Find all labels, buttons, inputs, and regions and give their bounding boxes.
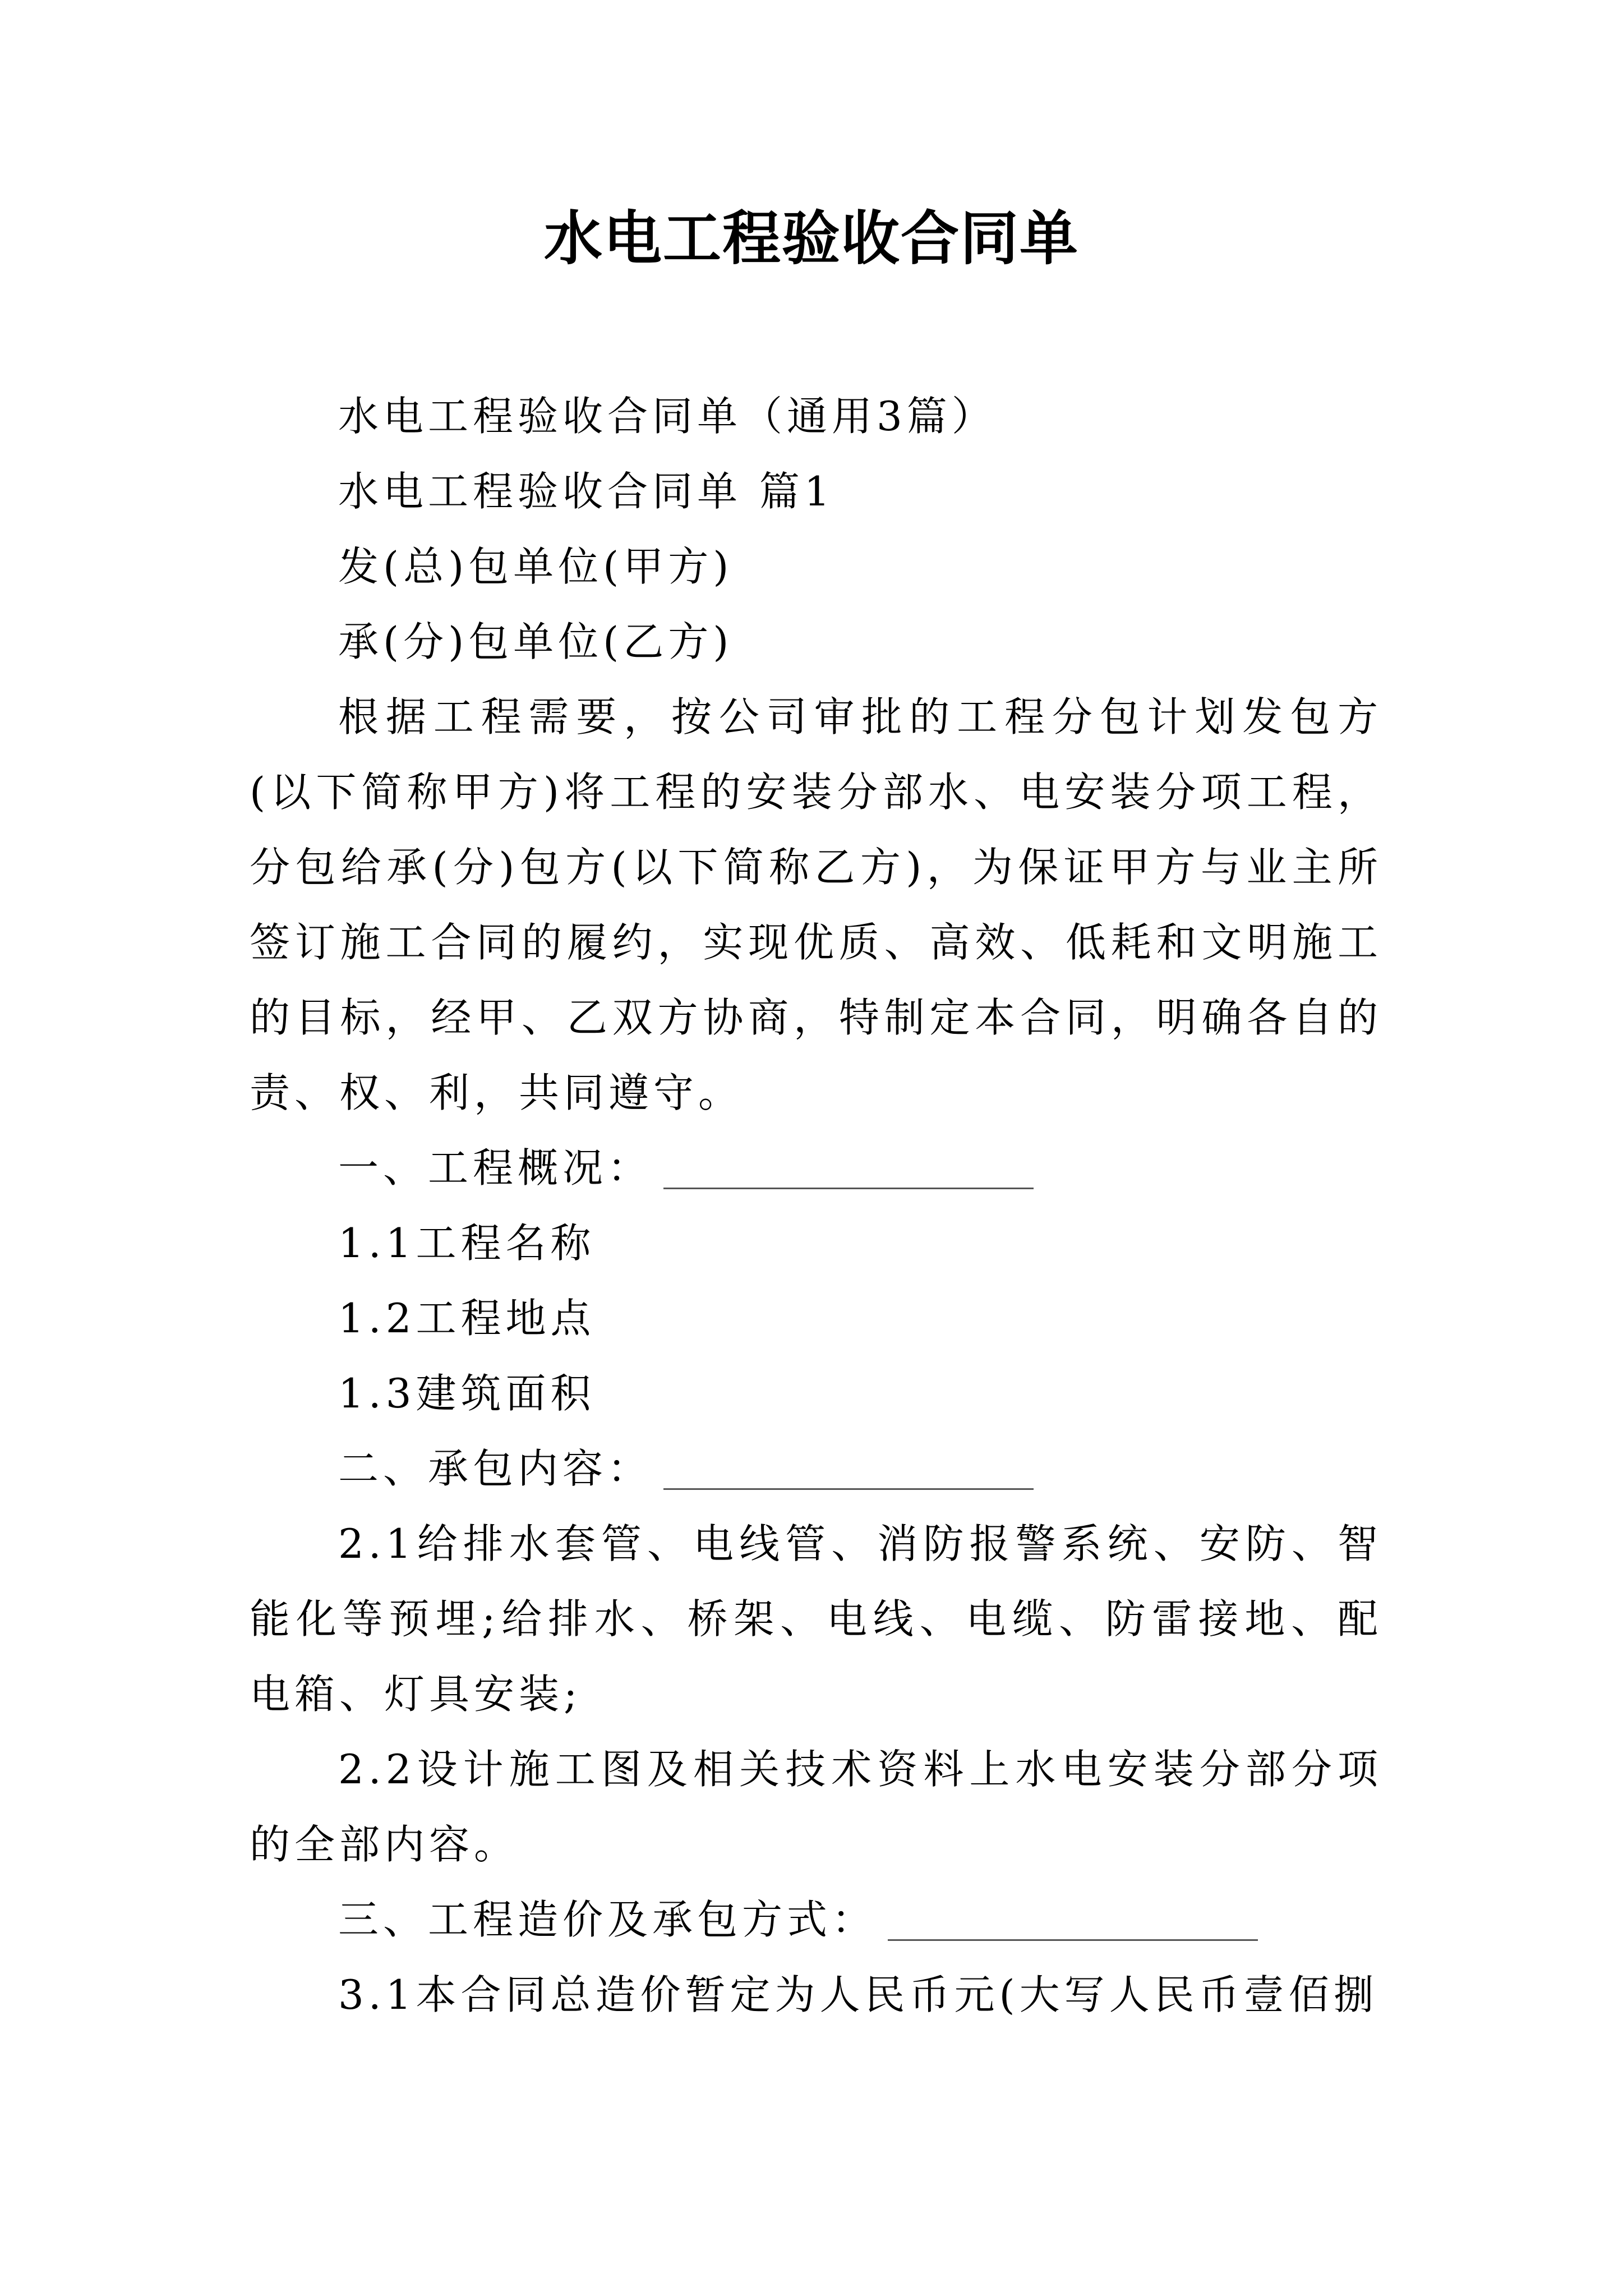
- clause-item: 2.1给排水套管、电线管、消防报警系统、安防、智能化等预埋;给排水、桥架、电线、电缆、防雷接地、配电箱、灯具安装;: [250, 1520, 1382, 1718]
- blank-fill-line: [888, 1937, 1258, 1941]
- clause-heading-price: [250, 1882, 1382, 1957]
- subtitle-paragraph: 水电工程验收合同单（通用3篇）: [338, 393, 997, 440]
- blank-fill-line: [663, 1185, 1034, 1189]
- clause-item: 2.2设计施工图及相关技术资料上水电安装分部分项的全部内容。: [250, 1746, 1382, 1868]
- clause-heading-text: 三、工程造价及承包方式：: [338, 1896, 877, 1943]
- blank-fill-line: [663, 1486, 1034, 1490]
- party-a-line: 发(总)包单位(甲方): [338, 543, 734, 590]
- document-body: [250, 379, 1382, 2032]
- clause-item: 3.1本合同总造价暂定为人民币元(大写人民币壹佰捌: [338, 1971, 1378, 2018]
- clause-item: 1.1工程名称: [338, 1220, 596, 1267]
- clause-heading-overview: [250, 1130, 1382, 1205]
- clause-heading-text: 一、工程概况：: [338, 1144, 653, 1191]
- preamble-paragraph: 根据工程需要，按公司审批的工程分包计划发包方(以下简称甲方)将工程的安装分部水、电安装分项工程，分包给承(分)包方(以下简称乙方)，为保证甲方与业主所签订施工合同的履约，实现优质、高效、低耗和文明施工的目标，经甲、乙双方协商，特制定本合同，明确各自的责、权、利，共同遵守。: [250, 693, 1382, 1116]
- clause-heading-text: 二、承包内容：: [338, 1445, 653, 1492]
- section-heading: 水电工程验收合同单 篇1: [338, 468, 834, 515]
- clause-item: 1.3建筑面积: [338, 1370, 596, 1417]
- party-b-line: 承(分)包单位(乙方): [338, 618, 734, 665]
- clause-heading-scope: [250, 1431, 1382, 1506]
- document-title: 水电工程验收合同单: [543, 204, 1079, 273]
- clause-item: 1.2工程地点: [338, 1295, 596, 1342]
